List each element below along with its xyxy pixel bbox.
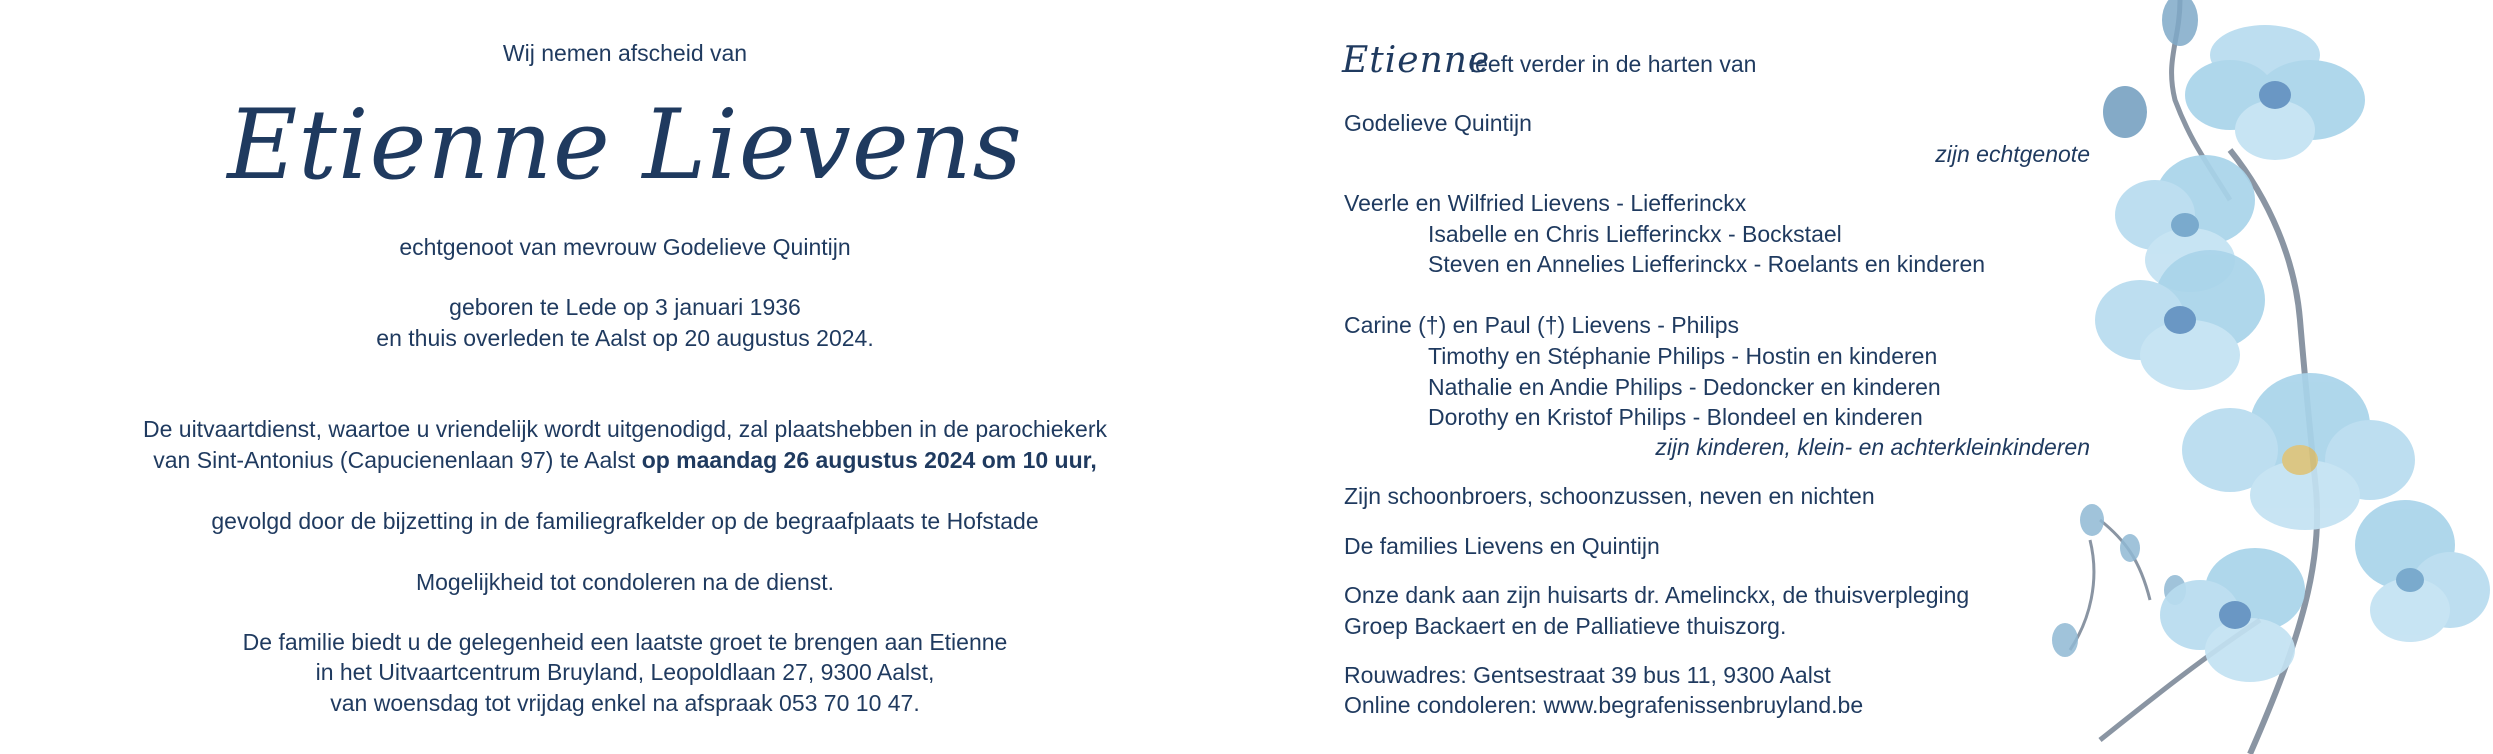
farewell-line-2: in het Uitvaartcentrum Bruyland, Leopoldlaan 27, 9300 Aalst, [315, 659, 935, 685]
orchid-illustration [2030, 0, 2493, 754]
service-line-1: De uitvaartdienst, waartoe u vriendelijk wordt uitgenodigd, zal plaatshebben in de parochiekerk [142, 416, 1108, 442]
family2-sub3: Dorothy en Kristof Philips - Blondeel en kinderen [1428, 404, 1923, 430]
orchid-flower-1 [2185, 25, 2365, 160]
service-location: van Sint-Antonius (Capucienenlaan 97) te Aalst [153, 447, 642, 473]
bud-1 [2162, 0, 2198, 46]
online-condolence-line: Online condoleren: www.begrafenissenbruyland.be [1344, 692, 1864, 718]
farewell-line-3: van woensdag tot vrijdag enkel na afspraak 053 70 10 47. [330, 690, 920, 716]
children-role: zijn kinderen, klein- en achterkleinkinderen [1655, 434, 2090, 460]
deceased-name-script: Etienne Lievens [227, 89, 1023, 201]
condolence-line: Mogelijkheid tot condoleren na de dienst. [415, 569, 835, 595]
bud-4 [2120, 534, 2140, 562]
heading-rest: leeft verder in de harten van [1470, 51, 1757, 77]
thanks-line-2: Groep Backaert en de Palliatieve thuiszorg. [1344, 613, 1787, 639]
orchid-flower-3 [2095, 250, 2265, 390]
orchid-flower-6 [2160, 548, 2305, 682]
in-laws-line: Zijn schoonbroers, schoonzussen, neven en nichten [1344, 483, 1875, 509]
families-line: De families Lievens en Quintijn [1344, 533, 1660, 559]
bud-5 [2052, 623, 2078, 657]
bud-3 [2080, 504, 2104, 536]
bud-2 [2103, 86, 2147, 138]
death-line: en thuis overleden te Aalst op 20 augustus 2024. [376, 325, 874, 351]
farewell-line-1: De familie biedt u de gelegenheid een laatste groet te brengen aan Etienne [242, 629, 1008, 655]
spouse-name: Godelieve Quintijn [1344, 110, 1532, 136]
intro-text: Wij nemen afscheid van [502, 40, 748, 66]
family2-head: Carine (†) en Paul (†) Lievens - Philips [1344, 312, 1740, 338]
spouse-role: zijn echtgenote [1935, 141, 2090, 167]
service-datetime: op maandag 26 augustus 2024 om 10 uur, [641, 447, 1097, 473]
burial-line: gevolgd door de bijzetting in de familiegrafkelder op de begraafplaats te Hofstade [211, 508, 1039, 534]
family2-sub2: Nathalie en Andie Philips - Dedoncker en kinderen [1428, 374, 1941, 400]
family2-sub1: Timothy en Stéphanie Philips - Hostin en kinderen [1428, 343, 1938, 369]
birth-line: geboren te Lede op 3 januari 1936 [449, 294, 801, 320]
spouse-line: echtgenoot van mevrouw Godelieve Quintijn [399, 234, 851, 260]
family1-sub2: Steven en Annelies Liefferinckx - Roelants en kinderen [1428, 251, 1986, 277]
family1-head: Veerle en Wilfried Lievens - Liefferinckx [1344, 190, 1747, 216]
orchid-flower-5 [2355, 500, 2490, 642]
thanks-line-1: Onze dank aan zijn huisarts dr. Amelinckx, de thuisverpleging [1344, 582, 1970, 608]
etienne-script: Etienne [1342, 40, 1491, 81]
service-line-2 [153, 445, 1096, 475]
address-line: Rouwadres: Gentsestraat 39 bus 11, 9300 Aalst [1344, 662, 1831, 688]
family1-sub1: Isabelle en Chris Liefferinckx - Bockstael [1428, 221, 1842, 247]
